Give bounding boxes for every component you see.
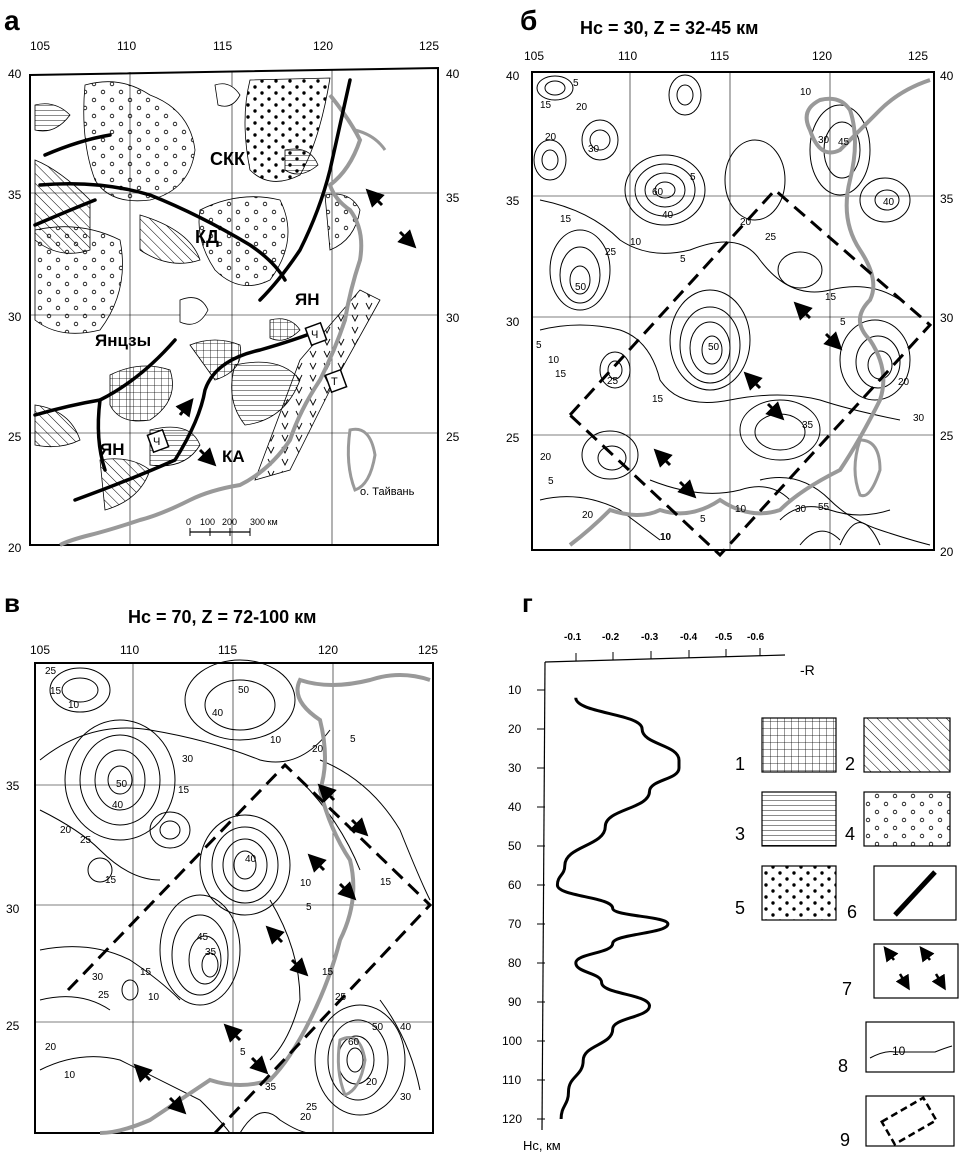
contour-label: 55 (818, 502, 830, 513)
contour-label: 5 (573, 78, 579, 89)
unit-circles (84, 82, 195, 201)
contour-label: 35 (205, 947, 217, 958)
lat-tick: 40 (940, 69, 954, 83)
y-tick: 20 (508, 722, 522, 736)
contour-label: 30 (913, 413, 925, 424)
profile-curve (557, 698, 679, 1119)
contour-label: 5 (690, 172, 696, 183)
box-ch1-label: Ч (311, 329, 319, 341)
contour-label: 15 (560, 214, 572, 225)
legend-swatch-7 (874, 944, 958, 998)
panel-v (4, 588, 438, 1133)
lat-tick: 30 (506, 315, 520, 329)
contour-label: 45 (197, 932, 209, 943)
label-ka: КА (222, 447, 245, 466)
panel-b-taiwan (855, 440, 880, 496)
legend-number: 8 (838, 1056, 849, 1076)
lon-tick: 125 (418, 643, 439, 657)
contour-label: 25 (80, 835, 92, 846)
lon-tick: 125 (419, 39, 440, 53)
contour-label: 20 (545, 132, 557, 143)
contour-label: 30 (588, 144, 600, 155)
contour-label: 10 (148, 992, 160, 1003)
y-tick: 40 (508, 800, 522, 814)
lat-tick: 30 (6, 902, 20, 916)
y-tick: 110 (502, 1073, 522, 1087)
lat-tick: 40 (506, 69, 520, 83)
lon-tick: 105 (524, 49, 545, 63)
lon-tick: 115 (213, 39, 233, 53)
panel-b-coastline (570, 80, 930, 545)
x-tick: -0.4 (680, 632, 698, 643)
contour-label: 40 (883, 197, 895, 208)
contour-label: 15 (380, 877, 392, 888)
contour-label: 25 (98, 990, 110, 1001)
lat-tick: 30 (940, 311, 954, 325)
profile-y-axis-label: Hc, км (523, 1138, 561, 1153)
lat-tick: 25 (506, 431, 520, 445)
unit-hatch (100, 459, 150, 510)
lon-tick: 115 (218, 643, 238, 657)
contour-label: 5 (700, 514, 706, 525)
contour-label: 15 (652, 394, 664, 405)
y-tick: 80 (508, 956, 522, 970)
lat-tick: 35 (506, 194, 520, 208)
contour-label: 20 (898, 377, 910, 388)
panel-v-contours (40, 660, 430, 1133)
panel-v-letter: в (4, 588, 20, 618)
panel-b (506, 5, 954, 559)
contour-label: 30 (182, 754, 194, 765)
legend-swatch-2 (864, 718, 950, 772)
legend-number: 4 (845, 824, 856, 844)
panel-g-letter: г (522, 588, 533, 618)
panel-v-title: Hc = 70, Z = 72-100 км (128, 607, 317, 627)
legend-number: 3 (735, 824, 746, 844)
lat-tick: 35 (940, 192, 954, 206)
legend-number: 9 (840, 1130, 851, 1150)
contour-label: 50 (708, 342, 720, 353)
contour-label: 40 (112, 800, 124, 811)
lat-tick: 35 (8, 188, 22, 202)
panel-b-title: Hc = 30, Z = 32-45 км (580, 18, 759, 38)
legend-number: 5 (735, 898, 746, 918)
contour-label: 30 (818, 135, 830, 146)
contour-label: 20 (582, 510, 594, 521)
contour-label: 10 (270, 735, 282, 746)
y-tick: 70 (508, 917, 522, 931)
contour-label: 20 (576, 102, 588, 113)
panel-a-geology (35, 78, 380, 510)
legend-swatch-5 (762, 866, 836, 920)
contour-label: 50 (575, 282, 587, 293)
label-yan-north: ЯН (295, 290, 320, 309)
contour-label: 25 (45, 666, 57, 677)
legend-number: 6 (847, 902, 858, 922)
contour-label: 40 (662, 210, 674, 221)
contour-label: 60 (348, 1037, 360, 1048)
panel-b-study-box (570, 190, 930, 555)
contour-label: 30 (92, 972, 104, 983)
legend-swatch-9 (866, 1096, 954, 1146)
contour-label: 50 (116, 779, 128, 790)
contour-label: 35 (265, 1082, 277, 1093)
contour-label: 20 (300, 1112, 312, 1123)
contour-label: 30 (795, 504, 807, 515)
panel-a-letter: а (4, 5, 20, 36)
legend-swatch-3 (762, 792, 836, 846)
profile-points (557, 698, 679, 1119)
unit-hatch (140, 215, 200, 263)
contour-label: 20 (45, 1042, 57, 1053)
contour-label: 15 (825, 292, 837, 303)
label-kd: КД (195, 227, 219, 247)
box-ch2-label: Ч (153, 436, 161, 448)
taiwan-island (348, 429, 375, 490)
contour-label: 20 (312, 744, 324, 755)
contour-label: 20 (366, 1077, 378, 1088)
profile-x-axis-label: -R (800, 662, 815, 678)
unit-grid (270, 319, 300, 340)
lon-tick: 115 (710, 49, 730, 63)
lon-tick: 110 (618, 49, 638, 63)
contour-label: 40 (400, 1022, 412, 1033)
contour-label: 10 (800, 87, 812, 98)
label-yan-south: ЯН (100, 440, 125, 459)
contour-label: 40 (245, 854, 257, 865)
box-t-label: Т (331, 376, 338, 388)
contour-label: 25 (306, 1102, 318, 1113)
contour-label: 60 (652, 187, 664, 198)
contour-label: 20 (740, 217, 752, 228)
panel-a (4, 5, 460, 555)
contour-label: 10 (68, 700, 80, 711)
lat-tick: 30 (446, 311, 460, 325)
lon-tick: 120 (318, 643, 339, 657)
unit-hatch (35, 405, 80, 447)
unit-outline (215, 84, 240, 107)
contour-label: 5 (548, 476, 554, 487)
panel-v-contour-labels (45, 666, 412, 1123)
label-yangtze: Янцзы (95, 331, 152, 350)
scale-tick: 100 (200, 517, 216, 527)
unit-hlines (285, 149, 318, 174)
legend-number: 7 (842, 979, 853, 999)
lat-tick: 25 (8, 430, 22, 444)
lon-tick: 105 (30, 643, 51, 657)
legend-contour-value: 10 (892, 1044, 906, 1058)
y-tick: 100 (502, 1034, 523, 1048)
contour-label: 10 (630, 237, 642, 248)
scale-tick: 200 (222, 517, 238, 527)
contour-label: 5 (240, 1047, 246, 1058)
panel-b-letter: б (520, 5, 538, 36)
panel-a-lon-ticks (30, 39, 439, 53)
lon-tick: 110 (117, 39, 137, 53)
profile-x-tickmarks (576, 648, 760, 661)
contour-label: 5 (306, 902, 312, 913)
panel-g (502, 588, 958, 1153)
contour-label: 5 (350, 734, 356, 745)
lon-tick: 120 (812, 49, 833, 63)
label-taiwan: о. Тайвань (360, 486, 415, 498)
contour-label: 25 (335, 992, 347, 1003)
lon-tick: 125 (908, 49, 929, 63)
lat-tick: 25 (446, 430, 460, 444)
y-tick: 60 (508, 878, 522, 892)
lat-tick: 25 (940, 429, 954, 443)
profile-x-ticks (564, 632, 765, 643)
x-tick: -0.1 (564, 632, 582, 643)
legend-number: 1 (735, 754, 746, 774)
x-tick: -0.2 (602, 632, 620, 643)
contour-label: 10 (64, 1070, 76, 1081)
y-tick: 120 (502, 1112, 523, 1126)
lon-tick: 120 (313, 39, 334, 53)
contour-label: 15 (140, 967, 152, 978)
legend (735, 718, 958, 1150)
x-tick: -0.3 (641, 632, 659, 643)
contour-label: 15 (178, 785, 190, 796)
lat-tick: 35 (446, 191, 460, 205)
contour-label: 15 (105, 875, 117, 886)
panel-b-lon-ticks (524, 49, 928, 63)
legend-number: 2 (845, 754, 856, 774)
x-tick: -0.5 (715, 632, 733, 643)
y-tick: 10 (508, 683, 522, 697)
label-skk: СКК (210, 149, 245, 169)
contour-label: 10 (300, 878, 312, 889)
contour-label: 50 (372, 1022, 384, 1033)
lat-tick: 40 (8, 67, 22, 81)
y-tick: 90 (508, 995, 522, 1009)
lat-tick: 40 (446, 67, 460, 81)
profile-x-axis (545, 655, 785, 662)
contour-label: 15 (555, 369, 567, 380)
contour-label: 40 (212, 708, 224, 719)
panel-v-frame (35, 663, 433, 1133)
contour-label: 30 (400, 1092, 412, 1103)
y-tick: 30 (508, 761, 522, 775)
contour-label: 5 (840, 317, 846, 328)
lon-tick: 110 (120, 643, 140, 657)
contour-label: 25 (607, 376, 619, 387)
contour-label: 10 (548, 355, 560, 366)
contour-label: 25 (765, 232, 777, 243)
panel-v-lon-ticks (30, 643, 438, 657)
legend-swatch-1 (762, 718, 836, 772)
contour-label: 15 (540, 100, 552, 111)
scale-tick: 0 (186, 517, 192, 527)
lat-tick: 35 (6, 779, 20, 793)
lon-tick: 105 (30, 39, 51, 53)
lat-tick: 20 (940, 545, 954, 559)
contour-label: 25 (605, 247, 617, 258)
profile-y-ticks (502, 683, 522, 1126)
unit-hlines (35, 104, 70, 131)
contour-label: 10 (735, 504, 747, 515)
contour-label: 20 (60, 825, 72, 836)
y-tick: 50 (508, 839, 522, 853)
contour-label: 5 (680, 254, 686, 265)
panel-v-arrows (140, 790, 362, 1108)
scale-tick: 300 км (250, 517, 278, 527)
contour-label: 45 (838, 137, 850, 148)
contour-label: 15 (50, 686, 62, 697)
lat-tick: 20 (8, 541, 22, 555)
contour-label: 50 (238, 685, 250, 696)
profile-y-axis (542, 662, 545, 1130)
contour-label: 35 (802, 420, 814, 431)
contour-label: 10 (660, 532, 672, 543)
lat-tick: 25 (6, 1019, 20, 1033)
panel-v-gridlines (35, 663, 433, 1133)
legend-swatch-8 (866, 1022, 954, 1072)
x-tick: -0.6 (747, 632, 765, 643)
unit-outline (180, 298, 208, 325)
contour-label: 20 (540, 452, 552, 463)
panel-v-lat-ticks (6, 779, 20, 1033)
contour-label: 15 (322, 967, 334, 978)
lat-tick: 30 (8, 310, 22, 324)
contour-label: 5 (536, 340, 542, 351)
legend-swatch-4 (864, 792, 950, 846)
